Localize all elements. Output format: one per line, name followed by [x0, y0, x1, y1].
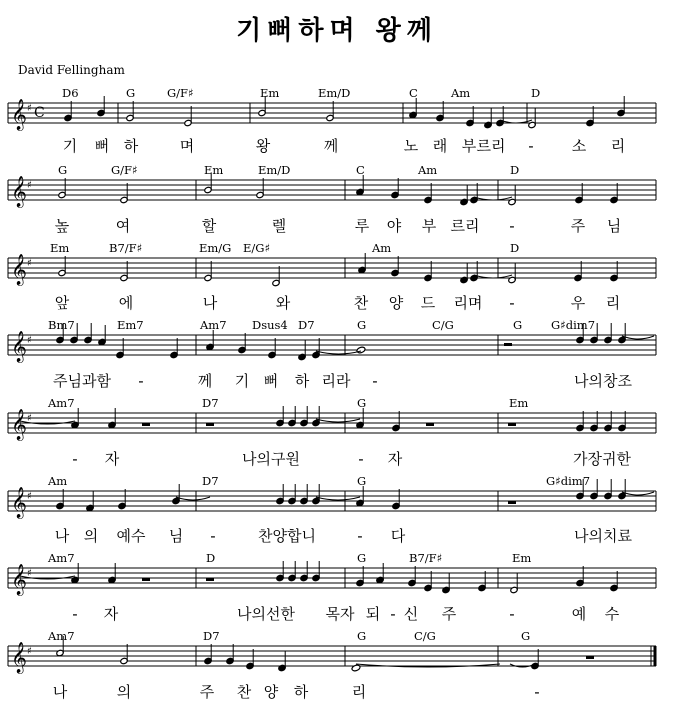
lyric-syllable: 루 [354, 217, 370, 235]
rest-icon [508, 501, 516, 504]
lyric-syllable: - [210, 527, 216, 545]
lyric-syllable: 찬 [353, 294, 369, 312]
chord-symbol: B7/F♯ [409, 551, 443, 565]
lyric-syllable: 나 [202, 294, 218, 312]
chord-symbol: Em [204, 163, 224, 177]
treble-clef-icon: 𝄞 [11, 642, 27, 673]
lyric-syllable: - [528, 137, 534, 155]
song-title: 기뻐하며 왕께 [236, 16, 438, 46]
lyric-syllable: 가장귀한 [573, 450, 631, 468]
chord-symbol: C [356, 163, 365, 177]
lyric-syllable: 높 [54, 217, 70, 235]
lyric-syllable: 양 [263, 683, 279, 701]
lyric-syllable: 되 [365, 605, 381, 623]
lyric-syllable: - [72, 605, 78, 623]
lyric-syllable: 수 [604, 605, 620, 623]
lyric-syllable: 리 [351, 683, 367, 701]
chord-symbol: D [206, 551, 216, 565]
chord-symbol: G [58, 163, 68, 177]
rest-icon [142, 423, 150, 426]
lyric-syllable: 께 [323, 137, 339, 155]
key-signature-sharp-icon: ♯ [27, 335, 32, 346]
lyric-syllable: 나 [52, 683, 68, 701]
chord-symbol: Bm7 [48, 318, 75, 332]
chord-symbol: G [357, 396, 367, 410]
lyric-syllable: 나의창조 [574, 372, 632, 390]
chord-symbol: Am7 [48, 551, 75, 565]
chord-symbol: G [357, 318, 367, 332]
lyric-syllable: 자 [103, 605, 119, 623]
lyric-syllable: - [390, 605, 396, 623]
lyric-syllable: - [509, 294, 515, 312]
rest-icon [504, 343, 512, 346]
lyric-syllable: 다 [390, 527, 406, 545]
staff-system [8, 253, 656, 287]
chord-symbol: G [521, 629, 531, 643]
lyric-syllable: 르리 [476, 137, 506, 155]
tie-curve [176, 497, 210, 500]
lyric-syllable: 하 [123, 137, 139, 155]
chord-symbol: G [357, 474, 367, 488]
lyric-syllable: 의 [83, 527, 99, 545]
chord-symbol: D7 [202, 396, 219, 410]
chord-symbol: Am [451, 86, 471, 100]
lyric-syllable: 며 [179, 137, 195, 155]
lyric-syllable: 소 [571, 137, 587, 155]
chord-symbol: Em/G [199, 241, 232, 255]
tie-curve [622, 336, 654, 339]
lyric-syllable: 부 [461, 137, 477, 155]
lyric-syllable: 리라 [321, 372, 351, 390]
tie-curve [316, 497, 360, 500]
lyric-syllable: 리며 [453, 294, 483, 312]
chord-symbol: C/G [414, 629, 436, 643]
chord-symbol: B7/F♯ [109, 241, 143, 255]
rest-icon [206, 423, 214, 426]
lyric-syllable: 주 [441, 605, 457, 623]
key-signature-sharp-icon: ♯ [27, 568, 32, 579]
tie-curve [622, 492, 654, 495]
rest-icon [206, 578, 214, 581]
chord-symbol: D [531, 86, 541, 100]
lyric-syllable: 하 [293, 683, 309, 701]
chord-symbol: Em/D [318, 86, 351, 100]
lyric-syllable: 야 [386, 217, 402, 235]
staff-system [8, 561, 656, 596]
lyric-syllable: - [72, 450, 78, 468]
chord-symbol: C [409, 86, 418, 100]
chord-symbol: D6 [62, 86, 79, 100]
treble-clef-icon: 𝄞 [11, 254, 27, 285]
key-signature-sharp-icon: ♯ [27, 646, 32, 657]
chord-symbol: G♯dim7 [546, 474, 591, 488]
chord-symbol: D [510, 241, 520, 255]
lyric-syllable: 뻐 [94, 137, 110, 155]
lyric-syllable: 의 [116, 683, 132, 701]
lyric-syllable: - [357, 527, 363, 545]
chord-symbol: Am7 [200, 318, 227, 332]
lyric-syllable: 자 [104, 450, 120, 468]
lyric-syllable: 양 [388, 294, 404, 312]
lyric-syllable: 기 [234, 372, 250, 390]
lyric-syllable: 래 [432, 137, 448, 155]
lyric-syllable: 기 [62, 137, 78, 155]
chord-symbol: Am7 [48, 629, 75, 643]
tie-curve [316, 351, 361, 354]
lyric-syllable: 리 [610, 137, 626, 155]
staff-system [8, 173, 656, 208]
lyric-syllable: 리 [605, 294, 621, 312]
lyric-syllable: 부 [421, 217, 437, 235]
chord-symbol: Em [509, 396, 529, 410]
common-time-icon: C [34, 105, 45, 121]
lyric-syllable: - [509, 217, 515, 235]
lyric-syllable: 찬양합니 [258, 527, 316, 545]
lyric-syllable: 에 [118, 294, 134, 312]
lyric-syllable: 목자 [325, 605, 355, 623]
lyric-syllable: 주 [570, 217, 586, 235]
chord-symbol: Am [48, 474, 68, 488]
chord-symbol: E/G♯ [243, 241, 271, 255]
lyric-syllable: 주님과함 [53, 372, 111, 390]
chord-symbol: Am [372, 241, 392, 255]
chord-symbol: D7 [203, 629, 220, 643]
lyric-syllable: 나의선한 [237, 605, 295, 623]
chord-symbol: D7 [298, 318, 315, 332]
lyric-syllable: 할 [201, 217, 217, 235]
note-head [351, 664, 361, 672]
chord-symbol: G/F♯ [167, 86, 194, 100]
lyric-syllable: - [372, 372, 378, 390]
lyric-syllable: 왕 [255, 137, 271, 155]
lyric-syllable: 나 [54, 527, 70, 545]
lyric-syllable: 와 [275, 294, 291, 312]
lyric-syllable: - [534, 683, 540, 701]
composer-name: David Fellingham [18, 63, 125, 77]
chord-symbol: G♯dim7 [551, 318, 596, 332]
lyric-syllable: 우 [570, 294, 586, 312]
treble-clef-icon: 𝄞 [11, 176, 27, 207]
key-signature-sharp-icon: ♯ [27, 103, 32, 114]
lyric-syllable: 나의구원 [242, 450, 300, 468]
key-signature-sharp-icon: ♯ [27, 258, 32, 269]
lyric-syllable: 하 [294, 372, 310, 390]
chord-symbol: Em [512, 551, 532, 565]
key-signature-sharp-icon: ♯ [27, 180, 32, 191]
chord-symbol: G [357, 551, 367, 565]
rest-icon [142, 578, 150, 581]
chord-symbol: G [126, 86, 136, 100]
tie-curve [316, 419, 360, 422]
treble-clef-icon: 𝄞 [11, 487, 27, 518]
chord-symbol: Em7 [117, 318, 144, 332]
staff-system [8, 636, 656, 674]
chord-symbol: Em [260, 86, 280, 100]
lyric-syllable: - [509, 605, 515, 623]
chord-symbol: D [510, 163, 520, 177]
treble-clef-icon: 𝄞 [11, 99, 27, 130]
chord-symbol: Am7 [48, 396, 75, 410]
chord-symbol: G [357, 629, 367, 643]
lyric-syllable: - [358, 450, 364, 468]
rest-icon [586, 656, 594, 659]
lyric-syllable: 주 [199, 683, 215, 701]
lyric-syllable: 나의치료 [574, 527, 632, 545]
chord-symbol: Em [50, 241, 70, 255]
lyric-syllable: 께 [197, 372, 213, 390]
lyric-syllable: 자 [387, 450, 403, 468]
staff-system [8, 406, 656, 441]
rest-icon [426, 423, 434, 426]
lyric-syllable: 노 [403, 137, 419, 155]
lyric-syllable: 님 [606, 217, 622, 235]
lyric-syllable: 르리 [450, 217, 480, 235]
treble-clef-icon: 𝄞 [11, 564, 27, 595]
lyric-syllable: 앞 [54, 294, 70, 312]
rest-icon [508, 423, 516, 426]
lyric-syllable: 드 [420, 294, 436, 312]
chord-symbol: C/G [432, 318, 454, 332]
lyric-syllable: 뻐 [263, 372, 279, 390]
treble-clef-icon: 𝄞 [11, 331, 27, 362]
lyric-syllable: 렐 [271, 217, 287, 235]
note-head [356, 346, 366, 354]
staff-system [8, 96, 656, 131]
chord-symbol: G/F♯ [111, 163, 138, 177]
chord-symbol: Am [418, 163, 438, 177]
treble-clef-icon: 𝄞 [11, 409, 27, 440]
lyric-syllable: 여 [115, 217, 131, 235]
key-signature-sharp-icon: ♯ [27, 491, 32, 502]
chord-symbol: Em/D [258, 163, 291, 177]
chord-symbol: D7 [202, 474, 219, 488]
lyric-syllable: 예 [571, 605, 587, 623]
lyric-syllable: 예수 [116, 527, 146, 545]
lyric-syllable: 님 [168, 527, 184, 545]
chord-symbol: Dsus4 [252, 318, 288, 332]
lyric-syllable: 찬 [236, 683, 252, 701]
lyric-syllable: - [138, 372, 144, 390]
lyric-syllable: 신 [403, 605, 419, 623]
key-signature-sharp-icon: ♯ [27, 413, 32, 424]
chord-symbol: G [513, 318, 523, 332]
